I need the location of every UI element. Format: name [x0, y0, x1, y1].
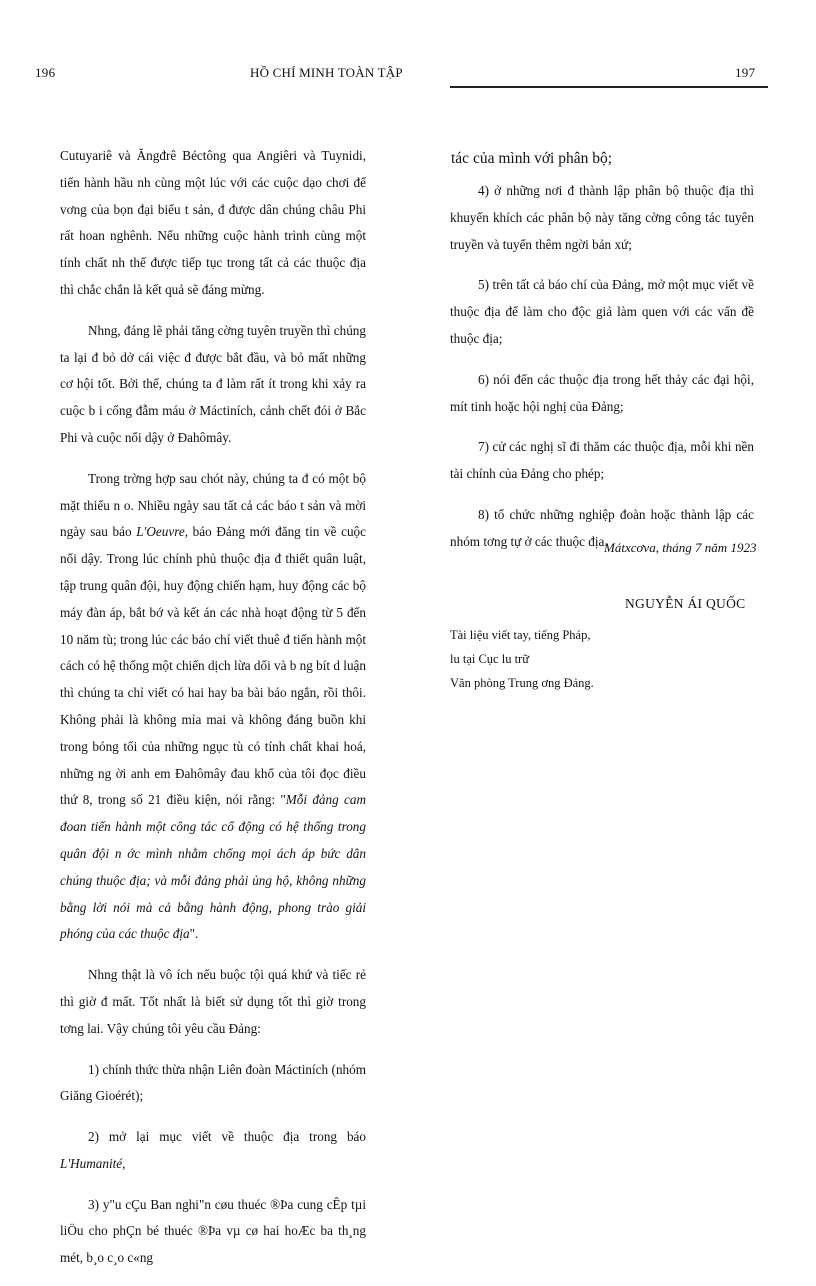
paragraph [60, 1192, 366, 1272]
paragraph [60, 962, 366, 1042]
text-run: 2) mở lại mục viết về thuộc địa trong báo [88, 1129, 366, 1145]
source-note [450, 623, 594, 695]
paragraph [60, 466, 366, 948]
running-header-title: HỒ CHÍ MINH TOÀN TẬP [250, 65, 403, 80]
text-run: Nhng, đáng lẽ phải tăng cờng tuyên truyền thì chúng ta lại đ bỏ dở cái việc đ được bắt đầu, và bỏ mất những cơ hội tốt. Bởi thế, chúng ta đ làm rất ít trong khi xảy ra cuộc b i cống đẫm máu ở Máctiních, cảnh chết đói ở Bắc Phi và cuộc nổi dậy ở Đahômây. [60, 322, 366, 445]
text-run: 4) ở những nơi đ thành lập phân bộ thuộc địa thì khuyến khích các phân bộ này tăng cờng công tác tuyên truyền và tuyển thêm ngời bản xứ; [450, 183, 754, 252]
paragraph [60, 1124, 366, 1178]
text-run: 6) nói đến các thuộc địa trong hết thảy các đại hội, mít tinh hoặc hội nghị của Đảng; [450, 371, 754, 414]
text-run: Trong trờng hợp sau chót này, chúng ta đ có một bộ mặt thiểu n o. Nhiều ngày sau tất cả các báo t sản và mời ngày sau báo [60, 470, 366, 540]
italic-text: Mỗi đảng cam đoan tiến hành một công tác cổ động có hệ thống trong quân đội n ớc mình nhằm chống mọi ách áp bức dân chúng thuộc địa; và mỗi đảng phải ủng hộ, không những bằng lời nói mà cả bằng hành động, phong trào giải phóng của các thuộc địa [60, 792, 366, 942]
text-run: 1) chính thức thừa nhận Liên đoàn Máctiních (nhóm Giăng Gioérét); [60, 1061, 366, 1104]
signature: NGUYỄN ÁI QUỐC [625, 596, 746, 611]
text-run: ". [189, 926, 199, 942]
source-note-line: lu tại Cục lu trữ [450, 652, 529, 666]
paragraph [60, 318, 366, 452]
source-note-line: Văn phòng Trung ơng Đảng. [450, 676, 594, 690]
right-page-number: 197 [735, 65, 756, 80]
text-run: 7) cử các nghị sĩ đi thăm các thuộc địa, mỗi khi nền tài chính của Đảng cho phép; [450, 439, 754, 482]
place-date: Mátxcơva, tháng 7 năm 1923 [604, 540, 757, 555]
left-page-body [60, 143, 366, 1286]
header-rule [450, 86, 768, 88]
text-run: 5) trên tất cả báo chí của Đảng, mở một mục viết về thuộc địa để làm cho độc giả làm quen với các vấn đề thuộc địa; [450, 277, 754, 346]
italic-text: L'Humanité, [60, 1155, 126, 1171]
continuation-line: tác của mình với phân bộ; [451, 150, 613, 167]
text-run: Nhng thật là vô ích nếu buộc tội quá khứ và tiếc rẻ thì giờ đ mất. Tốt nhất là biết sử dụng tốt thì giờ trong tơng lai. Vậy chúng tôi yêu cầu Đảng: [60, 967, 366, 1036]
right-page-body [450, 178, 757, 570]
paragraph [450, 434, 754, 488]
source-note-line: Tài liệu viết tay, tiếng Pháp, [450, 628, 591, 642]
paragraph [450, 272, 754, 352]
paragraph [60, 1057, 366, 1111]
paragraph [450, 178, 754, 258]
text-run: báo Đảng mới đăng tin về cuộc nổi dậy. Trong lúc chính phủ thuộc địa đ thiết quân luật, tập trung quân đội, huy động chiến hạm, huy động các bộ máy đàn áp, bắt bớ và kết án các nhà hoạt động từ 5 đến 10 năm tù; trong lúc các báo chí viết thuê đ tiến hành một cách có hệ thống một chiến dịch lừa dối và b ng bít d luận thì chúng ta chỉ viết có hai hay ba bài báo ngắn, rồi thôi. Không phải là không mỉa mai và không đáng buồn khi trong bóng tối của những ngục tù có tính chất khai hoá, những ng ời anh em Đahômây đau khổ của tôi đọc điều thứ 8, trong số 21 điều kiện, nói rằng: " [60, 524, 366, 808]
left-page-number: 196 [35, 65, 56, 80]
italic-text: L'Oeuvre, [136, 524, 188, 540]
text-run: 8) tổ chức những nghiệp đoàn hoặc thành lập các nhóm tơng tự ở các thuộc địa. [450, 506, 754, 549]
paragraph [450, 367, 754, 421]
paragraph [60, 143, 366, 304]
text-run: 3) y"u cÇu Ban nghi"n cøu thuéc ®Þa cung cÊp tµi liÖu cho phÇn bé thuéc ®Þa vµ cø hai hoÆc ba th¸ng mét, b¸o c¸o c«ng [60, 1196, 366, 1266]
text-run: Cutuyariê và Ăngđrê Béctông qua Angiêri và Tuynidi, tiến hành hầu nh cùng một lúc với các cuộc dạo chơi để vơng của bọn đại biểu t sản, đ được dân chúng châu Phi rất hoan nghênh. Nếu những cuộc hành trình cùng một tính chất nh thế được tiếp tục trong tất cả các thuộc địa thì chắc chắn là kết quả sẽ đáng mừng. [60, 148, 366, 297]
